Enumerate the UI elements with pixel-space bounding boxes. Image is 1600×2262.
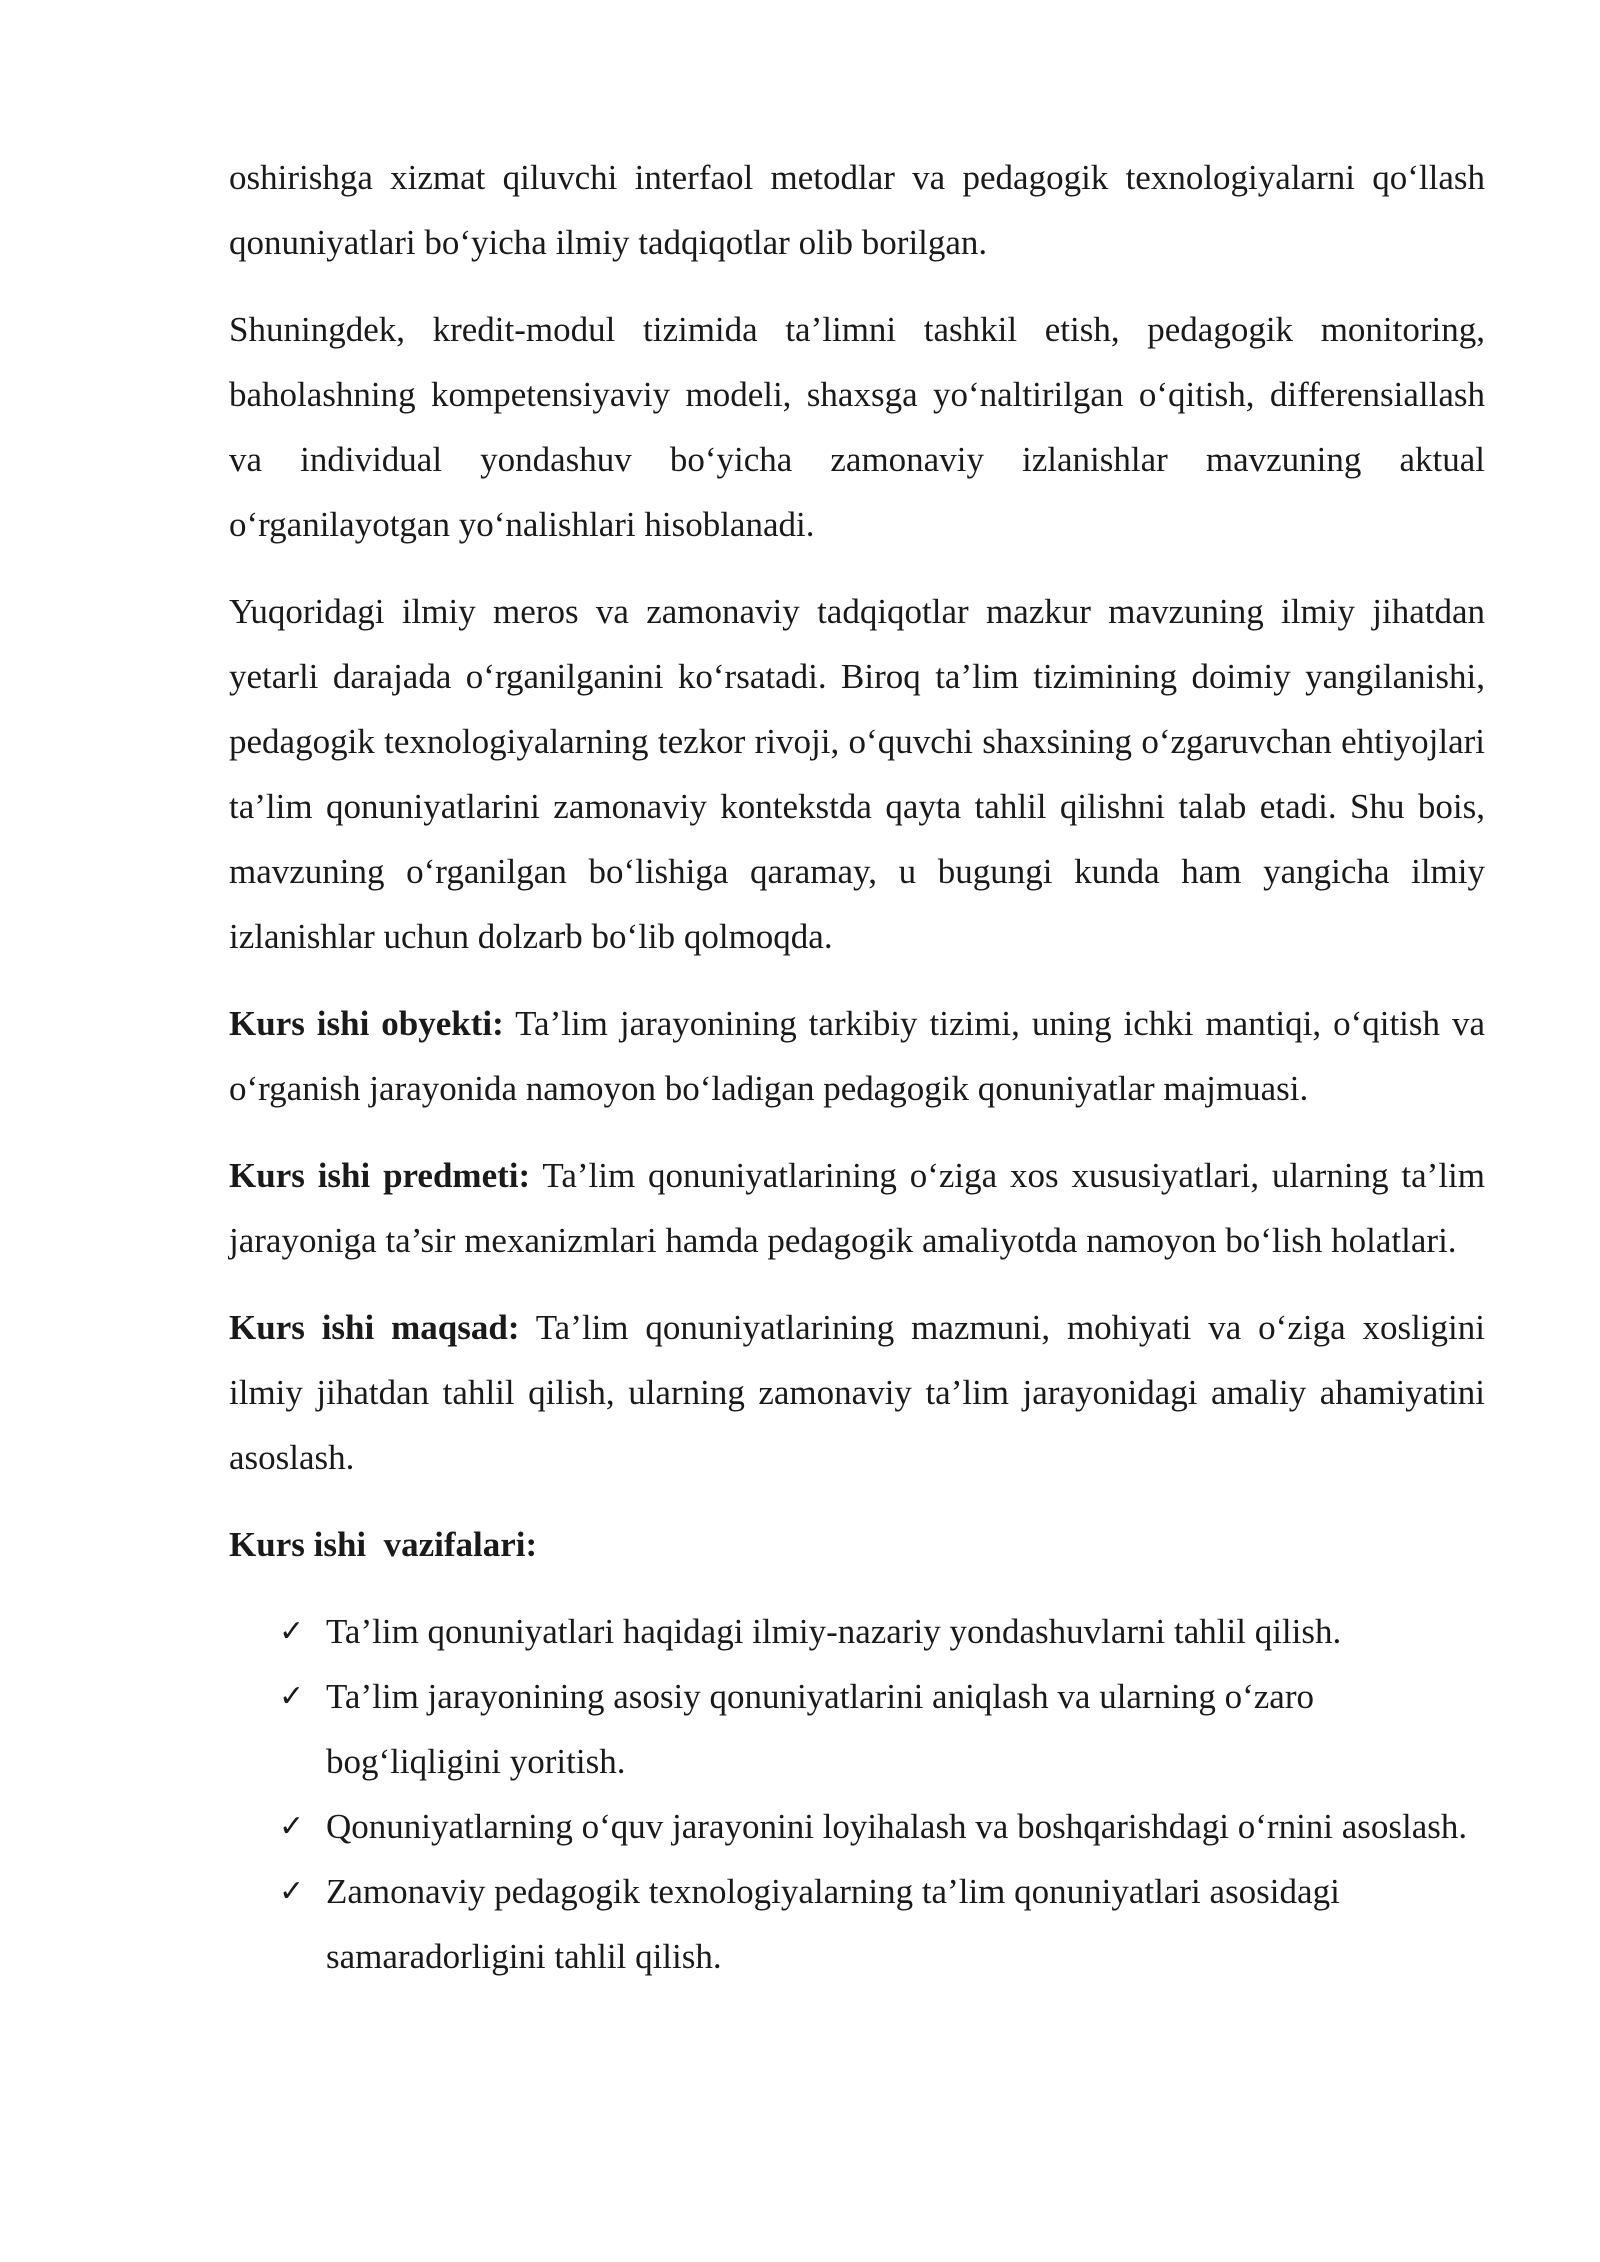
task-item-text: Ta’lim qonuniyatlari haqidagi ilmiy-nazariy yondashuvlarni tahlil qilish. (326, 1612, 1342, 1651)
task-item (229, 1859, 1485, 1989)
paragraph-topic-relevance: Yuqoridagi ilmiy meros va zamonaviy tadqiqotlar mazkur mavzuning ilmiy jihatdan yetarli darajada o‘rganilganini ko‘rsatadi. Biroq ta’lim tizimining doimiy yangilanishi, pedagogik texnologiyalarning tezkor rivoji, o‘quvchi shaxsining o‘zgaruvchan ehtiyojlari ta’lim qonuniyatlarini zamonaviy kontekstda qayta tahlil qilishni talab etadi. Shu bois, mavzuning o‘rganilgan bo‘lishiga qaramay, u bugungi kunda ham yangicha ilmiy izlanishlar uchun dolzarb bo‘lib qolmoqda. (229, 592, 1485, 956)
course-object-text: Ta’lim jarayonining tarkibiy tizimi, uning ichki mantiqi, o‘qitish va o‘rganish jarayonida namoyon bo‘ladigan pedagogik qonuniyatlar majmuasi. (229, 1004, 1485, 1108)
paragraph-course-subject (229, 1143, 1485, 1273)
paragraph-course-object (229, 991, 1485, 1121)
course-goal-text: Ta’lim qonuniyatlarining mazmuni, mohiyati va o‘ziga xosligini ilmiy jihatdan tahlil qilish, ularning zamonaviy ta’lim jarayonidagi amaliy ahamiyatini asoslash. (229, 1308, 1485, 1477)
page-content (229, 145, 1485, 1989)
paragraph-research-continuation: oshirishga xizmat qiluvchi interfaol metodlar va pedagogik texnologiyalarni qo‘llash qonuniyatlari bo‘yicha ilmiy tadqiqotlar olib borilgan. (229, 158, 1485, 262)
check-mark-icon: ✓ (279, 1809, 305, 1844)
check-mark-icon: ✓ (279, 1874, 305, 1909)
check-mark-icon: ✓ (279, 1679, 305, 1714)
task-item-text: Zamonaviy pedagogik texnologiyalarning ta’lim qonuniyatlari asosidagi samaradorligini tahlil qilish. (326, 1872, 1340, 1976)
task-item (229, 1794, 1485, 1859)
paragraph-credit-module: Shuningdek, kredit-modul tizimida ta’limni tashkil etish, pedagogik monitoring, baholashning kompetensiyaviy modeli, shaxsga yo‘naltirilgan o‘qitish, differensiallash va individual yondashuv bo‘yicha zamonaviy izlanishlar mavzuning aktual o‘rganilayotgan yo‘nalishlari hisoblanadi. (229, 310, 1485, 544)
course-object-label: Kurs ishi obyekti: (229, 1004, 504, 1043)
task-item-text: Qonuniyatlarning o‘quv jarayonini loyihalash va boshqarishdagi o‘rnini asoslash. (326, 1807, 1468, 1846)
course-goal-label: Kurs ishi maqsad: (229, 1308, 520, 1347)
task-item (229, 1599, 1485, 1664)
tasks-list (229, 1599, 1485, 1989)
tasks-heading: Kurs ishi vazifalari: (229, 1525, 538, 1564)
paragraph-course-goal (229, 1295, 1485, 1490)
course-subject-label: Kurs ishi predmeti: (229, 1156, 531, 1195)
course-subject-text: Ta’lim qonuniyatlarining o‘ziga xos xususiyatlari, ularning ta’lim jarayoniga ta’sir mexanizmlari hamda pedagogik amaliyotda namoyon bo‘lish holatlari. (229, 1156, 1485, 1260)
task-item (229, 1664, 1485, 1794)
check-mark-icon: ✓ (279, 1614, 305, 1649)
task-item-text: Ta’lim jarayonining asosiy qonuniyatlarini aniqlash va ularning o‘zaro bog‘liqligini yoritish. (326, 1677, 1314, 1781)
